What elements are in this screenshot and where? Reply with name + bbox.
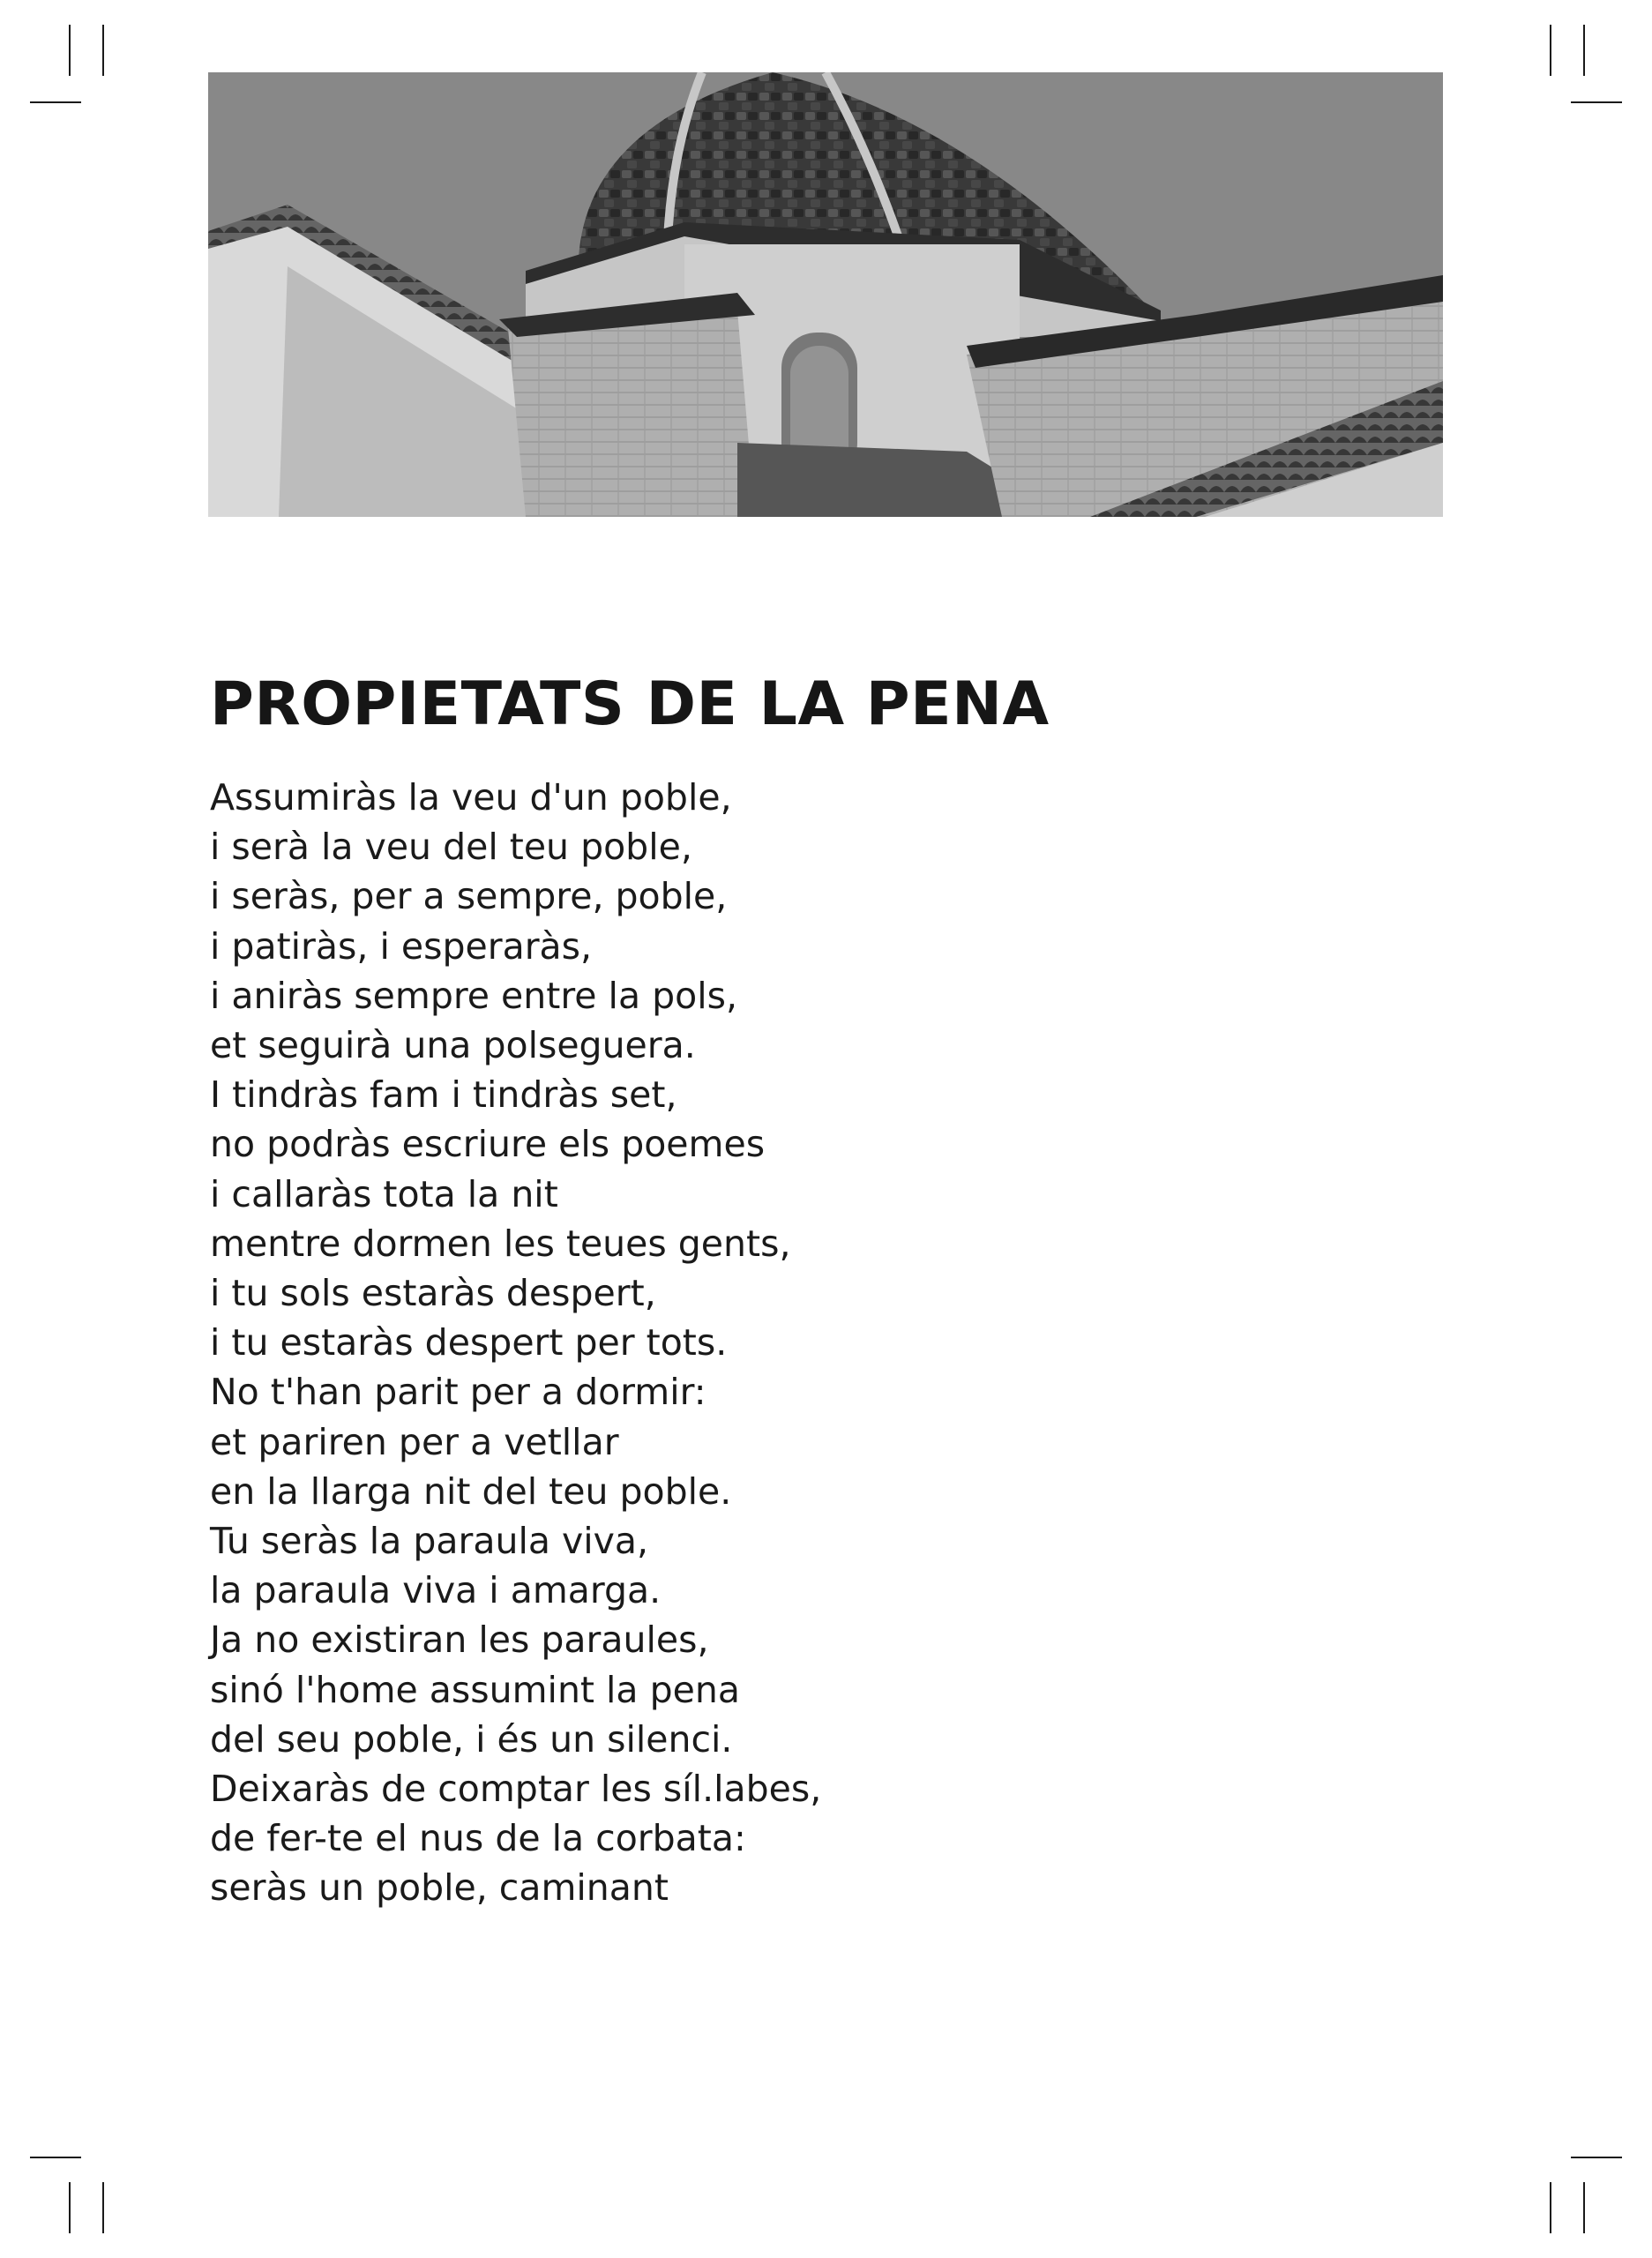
poem-line: i seràs, per a sempre, poble, [210, 875, 728, 918]
poem-title: PROPIETATS DE LA PENA [210, 669, 1050, 739]
poem-line: i serà la veu del teu poble, [210, 826, 692, 869]
poem-line: i tu sols estaràs despert, [210, 1272, 656, 1315]
poem-line: et pariren per a vetllar [210, 1420, 619, 1463]
crop-mark [1550, 2182, 1551, 2233]
crop-mark [30, 2157, 81, 2158]
poem-line: Assumiràs la veu d'un poble, [210, 776, 732, 819]
poem-line: I tindràs fam i tindràs set, [210, 1073, 677, 1117]
crop-mark [1571, 101, 1622, 103]
poem-line: Ja no existiran les paraules, [210, 1619, 709, 1662]
crop-mark [69, 25, 71, 76]
poem-line: de fer-te el nus de la corbata: [210, 1817, 746, 1860]
poem-line: Deixaràs de comptar les síl.labes, [210, 1768, 822, 1811]
poem-line: sinó l'home assumint la pena [210, 1668, 740, 1711]
poem-line: No t'han parit per a dormir: [210, 1371, 706, 1414]
poem-line: i patiràs, i esperaràs, [210, 924, 593, 968]
poem-line: i aniràs sempre entre la pols, [210, 974, 738, 1017]
poem-line: mentre dormen les teues gents, [210, 1222, 791, 1265]
poem-line: en la llarga nit del teu poble. [210, 1469, 732, 1513]
crop-mark [102, 25, 104, 76]
poem-line: no podràs escriure els poemes [210, 1123, 766, 1166]
crop-mark [1583, 2182, 1585, 2233]
poem-line: i callaràs tota la nit [210, 1172, 558, 1215]
crop-mark [69, 2182, 71, 2233]
crop-mark [30, 101, 81, 103]
poem-line: la paraula viva i amarga. [210, 1569, 662, 1612]
poem-line: seràs un poble, caminant [210, 1866, 669, 1910]
crop-mark [1583, 25, 1585, 76]
poem-line: Tu seràs la paraula viva, [210, 1520, 649, 1563]
poem-line: et seguirà una polseguera. [210, 1024, 696, 1067]
church-dome-photo [208, 72, 1443, 517]
church-dome-icon [208, 72, 1443, 517]
poem-line: i tu estaràs despert per tots. [210, 1321, 728, 1365]
poem-body [210, 773, 821, 1913]
crop-mark [102, 2182, 104, 2233]
crop-mark [1550, 25, 1551, 76]
poem-line: del seu poble, i és un silenci. [210, 1717, 733, 1761]
crop-mark [1571, 2157, 1622, 2158]
